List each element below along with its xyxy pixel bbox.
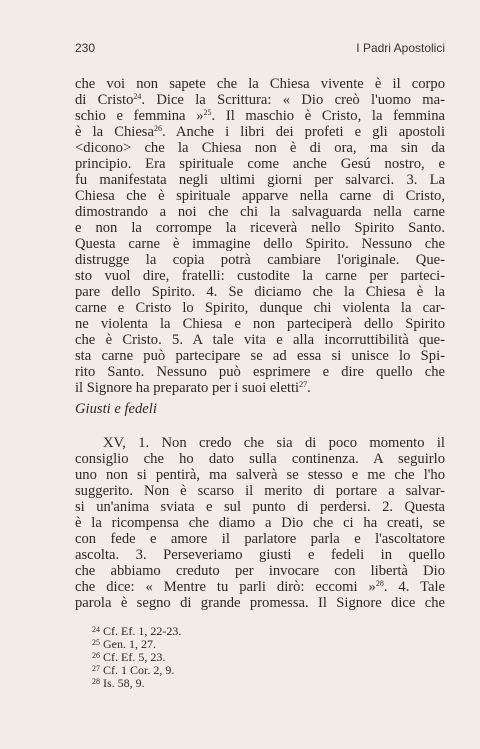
text-line: che dice: « Mentre tu parli dirò: eccomi »$^{28}$. 4. Tale — [75, 579, 445, 595]
text-line: principio. Era spirituale come anche Gesú nostro, e — [75, 156, 445, 172]
text-line: Chiesa che è spirituale apparve nella carne di Cristo, — [75, 188, 445, 204]
text-line: <dicono> che la Chiesa non è di ora, ma sin da — [75, 140, 445, 156]
running-title: I Padri Apostolici — [356, 41, 445, 55]
text-line: uno non si pentirà, ma salverà se stesso e me che l'ho — [75, 467, 445, 483]
text-line: si un'anima sviata e sul punto di perdersi. 2. Questa — [75, 499, 445, 515]
text-line: XV, 1. Non credo che sia di poco momento il — [103, 435, 445, 451]
text-line: il Signore ha preparato per i suoi eletti$^{27}$. — [75, 380, 311, 396]
footnote-ref: 28 — [375, 579, 384, 588]
footnote: $^{25}$ Gen. 1, 27. — [92, 637, 156, 651]
footnote-ref: 25 — [203, 108, 212, 117]
text-line: distrugge la copia potrà cambiare l'originale. Que- — [75, 252, 445, 268]
text-line: con fede e amore il parlatore parla e l'ascoltatore — [75, 531, 445, 547]
text-line: è la ricompensa che diamo a Dio che ci ha creati, se — [75, 515, 445, 531]
text-line: di Cristo$^{24}$. Dice la Scrittura: « Dio creò l'uomo ma- — [75, 92, 445, 108]
text-line: parola è segno di grande promessa. Il Signore dice che — [75, 595, 445, 611]
text-line: schio e femmina »$^{25}$. Il maschio è Cristo, la femmina — [75, 108, 445, 124]
text-line: pare dello Spirito. 4. Se diciamo che la Chiesa è la — [75, 284, 445, 300]
text-line: rito Santo. Nessuno può esprimere e dire quello che — [75, 364, 445, 380]
text-line: fu manifestata negli ultimi giorni per salvarci. 3. La — [75, 172, 445, 188]
text-line: e non la corrompe la riceverà nello Spirito Santo. — [75, 220, 445, 236]
text-line: sta carne può partecipare se ad essa si unisce lo Spi- — [75, 348, 445, 364]
text-line: è la Chiesa$^{26}$. Anche i libri dei profeti e gli apostoli — [75, 124, 445, 140]
page-number: 230 — [75, 41, 96, 55]
text-line: consiglio che ho dato sulla continenza. A seguirlo — [75, 451, 445, 467]
footnote: $^{26}$ Cf. Ef. 5, 23. — [92, 650, 166, 664]
text-line: ne violenta la Chiesa e non parteciperà dello Spirito — [75, 316, 445, 332]
text-line: carne e Cristo lo Spirito, dunque chi violenta la car- — [75, 300, 445, 316]
text-line: Questa carne è immagine dello Spirito. Nessuno che — [75, 236, 445, 252]
footnote: $^{27}$ Cf. 1 Cor. 2, 9. — [92, 663, 175, 677]
footnote: $^{28}$ Is. 58, 9. — [92, 676, 145, 690]
text-line: che è Cristo. 5. A tale vita e alla incorruttibilità que- — [75, 332, 445, 348]
text-line: che voi non sapete che la Chiesa vivente è il corpo — [75, 76, 445, 92]
text-line: suggerito. Non è scarso il merito di portare a salvar- — [75, 483, 445, 499]
section-heading: Giusti e fedeli — [75, 401, 157, 417]
footnote-ref: 24 — [133, 92, 142, 101]
text-line: sto vuol dire, fratelli: custodite la carne per parteci- — [75, 268, 445, 284]
text-line: che abbiamo creduto per invocare con libertà Dio — [75, 563, 445, 579]
text-line: dimostrando a noi che chi la salvaguarda nella carne — [75, 204, 445, 220]
text-line: ascolta. 3. Perseveriamo giusti e fedeli in quello — [75, 547, 445, 563]
footnote-ref: 27 — [299, 380, 308, 389]
footnote: $^{24}$ Cf. Ef. 1, 22-23. — [92, 624, 182, 638]
footnote-ref: 26 — [153, 124, 162, 133]
